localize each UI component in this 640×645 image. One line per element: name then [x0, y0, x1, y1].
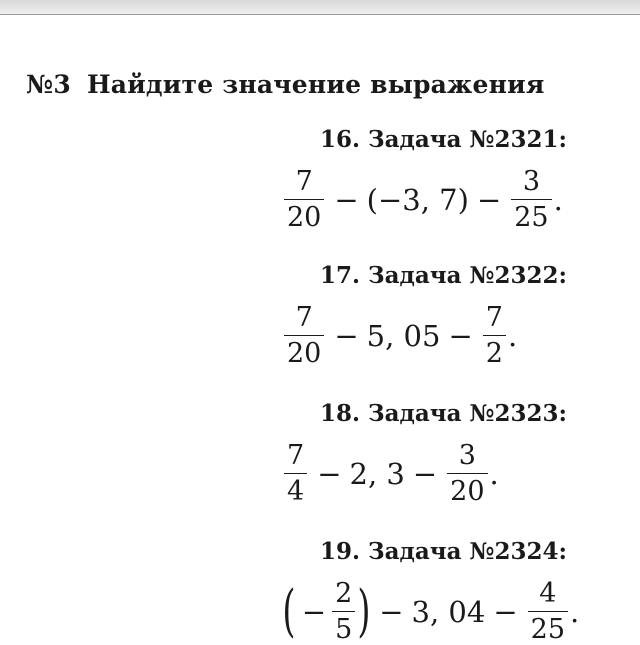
- minus-operator: −: [317, 456, 342, 491]
- task-title-2324: 19. Задача №2324:: [320, 538, 567, 565]
- numerator: 3: [458, 440, 476, 471]
- task-title-2321: 16. Задача №2321:: [320, 126, 567, 153]
- minus-operator: −: [476, 182, 502, 217]
- fraction: [284, 168, 324, 231]
- denominator: 5: [335, 614, 353, 645]
- decimal-term: 5, 05: [366, 318, 441, 353]
- minus-operator: −: [412, 456, 438, 491]
- numerator: 3: [522, 166, 541, 197]
- fraction: [332, 580, 355, 643]
- minus-sign: −: [301, 594, 327, 629]
- open-paren: (: [282, 578, 296, 644]
- expression-2323: [282, 442, 499, 505]
- decimal-term: 2, 3: [349, 456, 405, 491]
- fraction: [284, 442, 307, 505]
- period: .: [553, 182, 563, 217]
- section-heading: [26, 70, 545, 99]
- expression-2322: [282, 304, 517, 367]
- period: .: [489, 456, 499, 491]
- minus-operator: −: [334, 182, 359, 217]
- denominator: 20: [450, 476, 485, 507]
- numerator: 7: [295, 302, 313, 333]
- section-title: Найдите значение выражения: [86, 70, 545, 99]
- expression-2324: [282, 580, 579, 643]
- section-number: №3: [26, 70, 71, 99]
- fraction: [447, 442, 487, 505]
- minus-operator: −: [334, 318, 359, 353]
- fraction: [483, 304, 506, 367]
- denominator: 25: [530, 614, 565, 645]
- numerator: 7: [485, 302, 503, 333]
- denominator: 25: [514, 202, 549, 233]
- minus-operator: −: [379, 594, 404, 629]
- minus-operator: −: [493, 594, 518, 629]
- decimal-term: (−3, 7): [366, 182, 469, 217]
- task-title-2322: 17. Задача №2322:: [320, 262, 567, 289]
- period: .: [507, 318, 518, 353]
- task-title-2323: 18. Задача №2323:: [320, 400, 567, 427]
- close-paren: ): [357, 578, 371, 644]
- expression-2321: [282, 168, 563, 231]
- denominator: 20: [287, 202, 322, 233]
- denominator: 2: [485, 338, 503, 369]
- numerator: 7: [287, 440, 305, 471]
- fraction: [284, 304, 324, 367]
- numerator: 4: [539, 578, 557, 609]
- fraction: [511, 168, 551, 231]
- period: .: [570, 594, 580, 629]
- denominator: 4: [287, 476, 305, 507]
- numerator: 7: [295, 166, 313, 197]
- denominator: 20: [287, 338, 322, 369]
- minus-operator: −: [448, 318, 473, 353]
- window-top-bar: [0, 0, 640, 15]
- numerator: 2: [335, 578, 353, 609]
- decimal-term: 3, 04: [411, 594, 486, 629]
- fraction: [528, 580, 568, 643]
